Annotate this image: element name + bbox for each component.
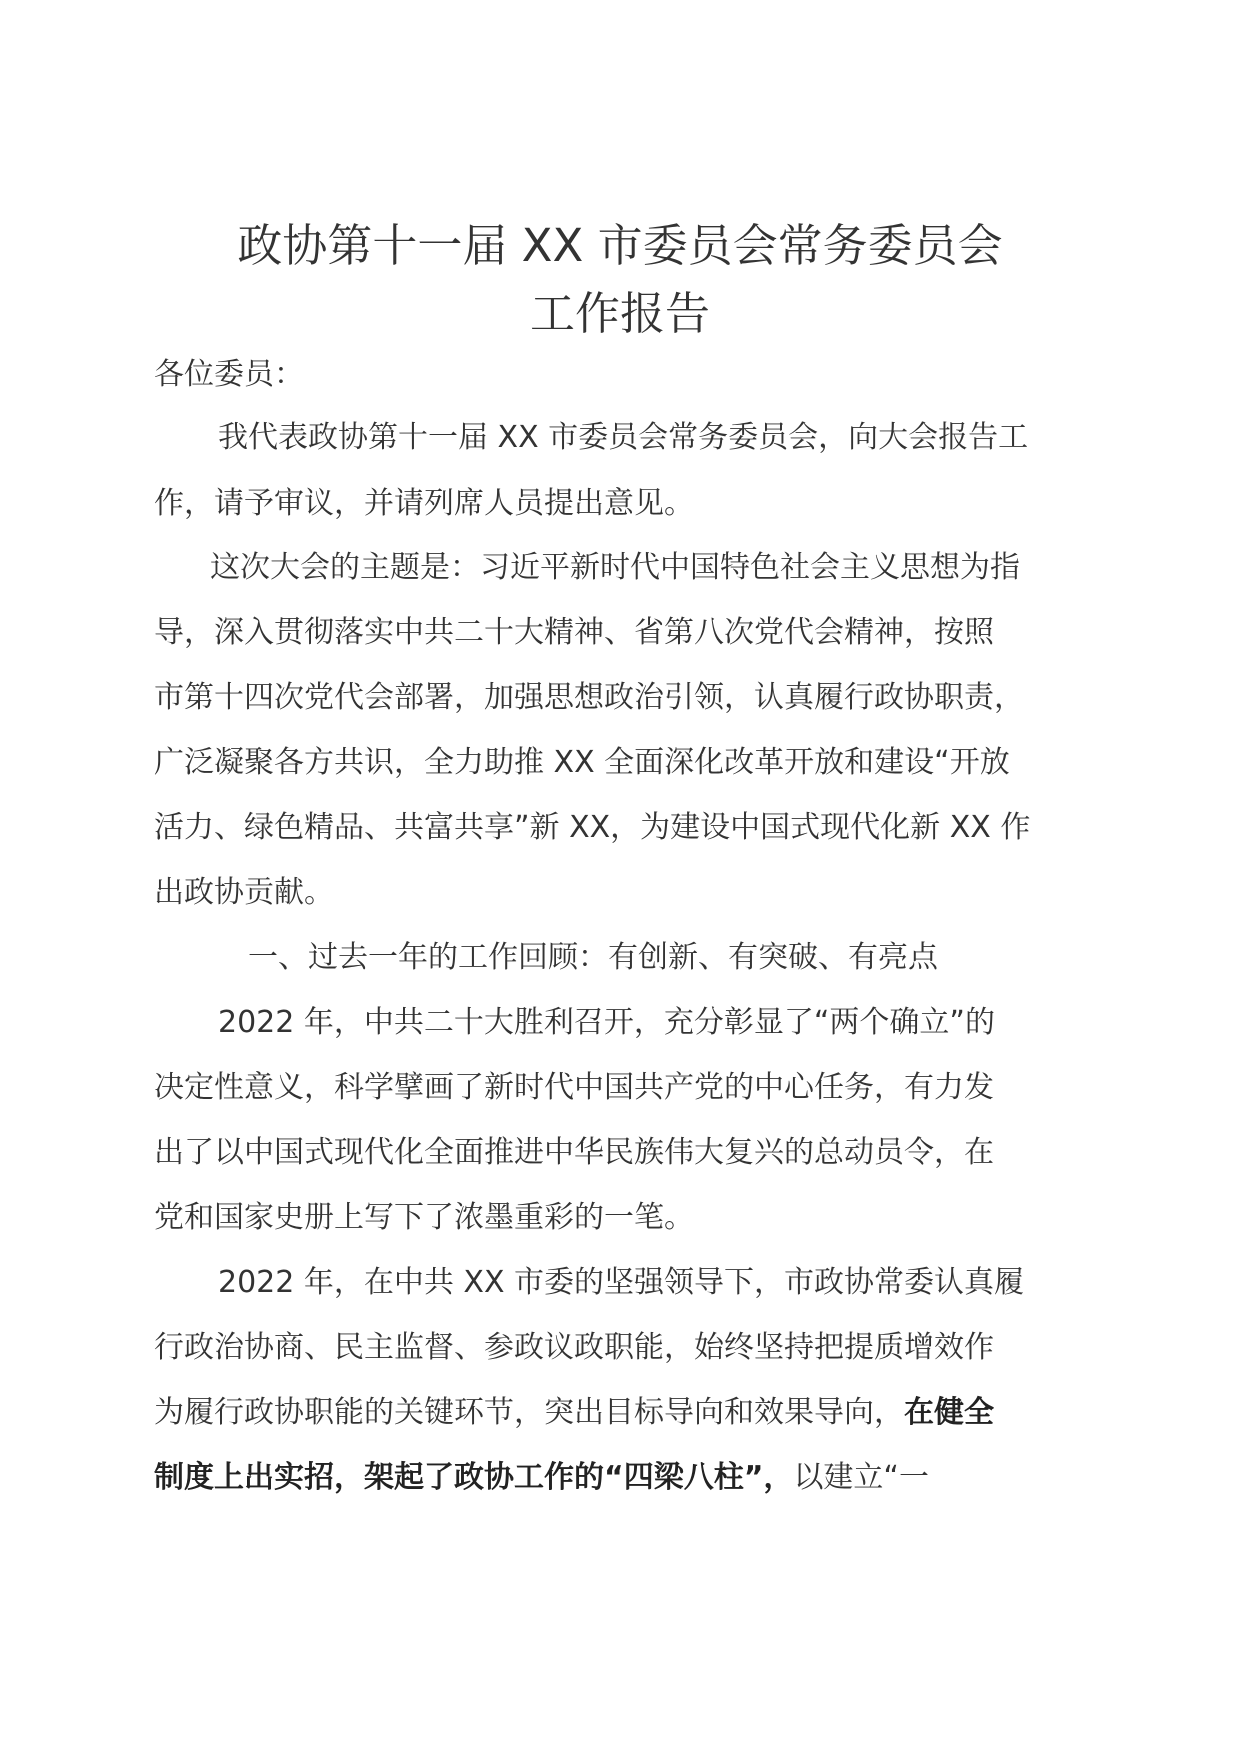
paragraph-line: 这次大会的主题是：习近平新时代中国特色社会主义思想为指 [210,550,1020,585]
document-title-line-2: 工作报告 [529,287,710,340]
salutation: 各位委员： [154,357,304,392]
paragraph-line: 出政协贡献。 [154,875,334,910]
paragraph-line: 党和国家史册上写下了浓墨重彩的一笔。 [154,1200,694,1235]
text-run: 为履行政协职能的关键环节，突出目标导向和效果导向， [154,1395,904,1430]
paragraph-line: 出了以中国式现代化全面推进中华民族伟大复兴的总动员令，在 [154,1135,994,1170]
paragraph-line: 广泛凝聚各方共识，全力助推 XX 全面深化改革开放和建设“开放 [154,745,1010,780]
document-title-line-1: 政协第十一届 XX 市委员会常务委员会 [237,219,1003,272]
bold-text-run: 制度上出实招，架起了政协工作的“四梁八柱”， [154,1460,794,1495]
paragraph-line-mixed [154,1458,929,1498]
paragraph-line: 作，请予审议，并请列席人员提出意见。 [154,486,694,521]
paragraph-line: 2022 年，在中共 XX 市委的坚强领导下，市政协常委认真履 [218,1265,1025,1300]
paragraph-line: 导，深入贯彻落实中共二十大精神、省第八次党代会精神，按照 [154,615,994,650]
text-run: 以建立“一 [793,1460,929,1495]
paragraph-line: 我代表政协第十一届 XX 市委员会常务委员会，向大会报告工 [218,420,1029,455]
paragraph-line: 市第十四次党代会部署，加强思想政治引领，认真履行政协职责， [154,680,1024,715]
paragraph-line: 行政治协商、民主监督、参政议政职能，始终坚持把提质增效作 [154,1330,994,1365]
paragraph-line: 2022 年，中共二十大胜利召开，充分彰显了“两个确立”的 [218,1005,995,1040]
section-heading: 一、过去一年的工作回顾：有创新、有突破、有亮点 [248,940,938,975]
paragraph-line: 活力、绿色精品、共富共享”新 XX，为建设中国式现代化新 XX 作 [154,810,1031,845]
paragraph-line: 决定性意义，科学擘画了新时代中国共产党的中心任务，有力发 [154,1070,994,1105]
paragraph-line-mixed [154,1393,994,1433]
bold-text-run: 在健全 [904,1395,994,1430]
